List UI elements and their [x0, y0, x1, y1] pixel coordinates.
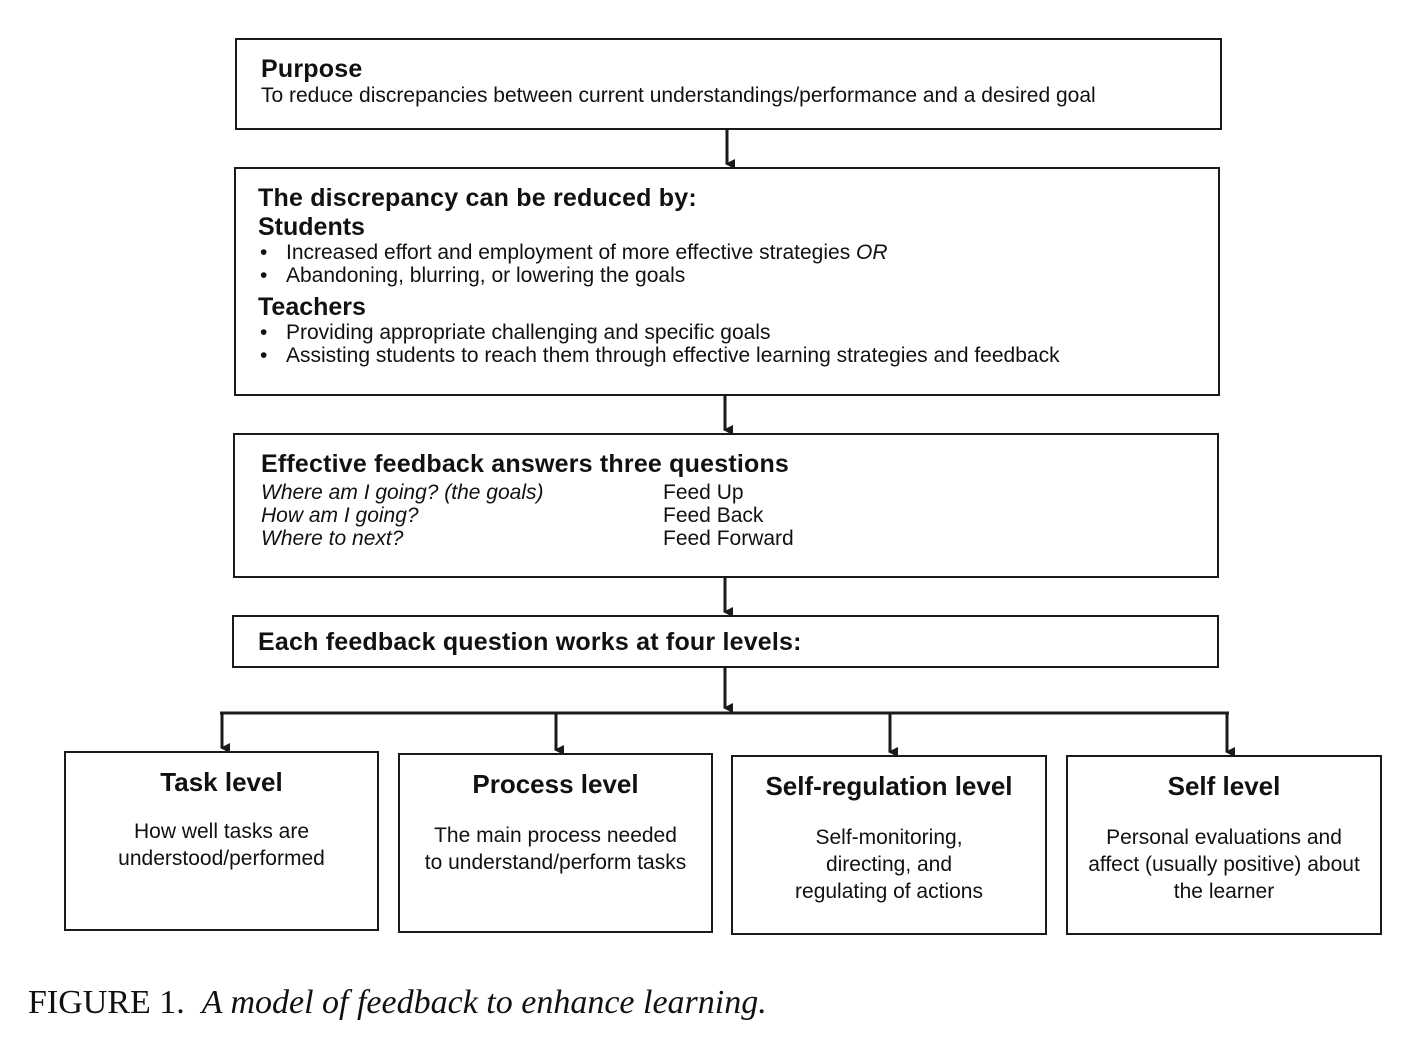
students-item-text: Increased effort and employment of more effective strategies: [286, 241, 851, 264]
level-title: Task level: [160, 767, 283, 797]
questions-title: Effective feedback answers three questions: [261, 450, 790, 478]
students-list: [258, 241, 1218, 287]
teachers-item-text: Assisting students to reach them through effective learning strategies and feedback: [286, 344, 1060, 367]
level-box-task: [64, 751, 379, 931]
students-item-text: Abandoning, blurring, or lowering the goals: [286, 264, 686, 287]
caption-text: A model of feedback to enhance learning.: [201, 984, 767, 1021]
teachers-item: [258, 344, 1218, 367]
level-title: Self-regulation level: [765, 771, 1013, 801]
teachers-heading: Teachers: [258, 293, 366, 321]
levels-header-text: Each feedback question works at four levels:: [258, 628, 802, 656]
answer-feed-back: Feed Back: [663, 504, 764, 527]
answer-feed-up: Feed Up: [663, 481, 744, 504]
students-item: [258, 264, 1218, 287]
level-title: Self level: [1167, 771, 1281, 801]
level-title: Process level: [472, 769, 639, 799]
figure-caption: [28, 984, 767, 1022]
level-description: Self-monitoring, directing, and regulating of actions: [795, 826, 983, 903]
answer-feed-forward: Feed Forward: [663, 527, 794, 550]
teachers-list: [258, 321, 1218, 367]
purpose-text: To reduce discrepancies between current understandings/performance and a desired goal: [261, 84, 1096, 107]
level-description: The main process needed to understand/perform tasks: [424, 824, 687, 874]
discrepancy-box: [234, 167, 1220, 396]
question-next: Where to next?: [261, 527, 404, 550]
discrepancy-title: The discrepancy can be reduced by:: [258, 184, 697, 212]
questions-grid: [261, 481, 1217, 550]
caption-label: FIGURE 1.: [28, 984, 185, 1021]
levels-header-box: [232, 615, 1219, 668]
students-or-text: OR: [856, 241, 888, 264]
purpose-box: [235, 38, 1222, 130]
level-description: How well tasks are understood/performed: [118, 820, 325, 870]
teachers-item: [258, 321, 1218, 344]
level-box-process: [398, 753, 713, 933]
questions-box: [233, 433, 1219, 578]
purpose-title: Purpose: [261, 55, 363, 83]
students-item: [258, 241, 1218, 264]
level-box-self-regulation: [731, 755, 1047, 935]
question-goals: Where am I going? (the goals): [261, 481, 544, 504]
students-heading: Students: [258, 213, 365, 241]
question-progress: How am I going?: [261, 504, 419, 527]
level-description: Personal evaluations and affect (usually positive) about the learner: [1088, 826, 1360, 903]
teachers-item-text: Providing appropriate challenging and specific goals: [286, 321, 771, 344]
level-box-self: [1066, 755, 1382, 935]
